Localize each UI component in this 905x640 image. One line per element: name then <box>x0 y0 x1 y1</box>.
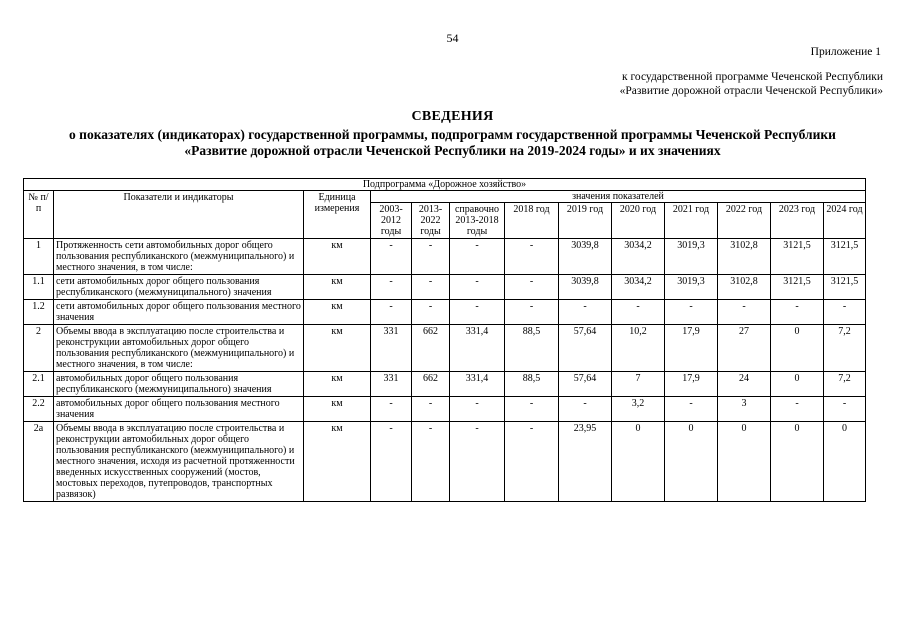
row-value: - <box>412 397 450 422</box>
row-value: 3121,5 <box>824 275 866 300</box>
row-value: 331,4 <box>450 372 505 397</box>
row-value: 3102,8 <box>718 239 771 275</box>
row-value: 3034,2 <box>612 275 665 300</box>
table-row <box>24 325 866 372</box>
row-value: - <box>371 397 412 422</box>
row-value: 17,9 <box>665 372 718 397</box>
row-value: 3 <box>718 397 771 422</box>
row-value: - <box>412 239 450 275</box>
row-value: 3121,5 <box>824 239 866 275</box>
row-number: 2.2 <box>24 397 54 422</box>
appendix-note <box>620 70 883 98</box>
row-value: 3039,8 <box>559 275 612 300</box>
appendix-note-line1: к государственной программе Чеченской Республики <box>622 71 883 83</box>
row-value: 7,2 <box>824 325 866 372</box>
row-value: 662 <box>412 325 450 372</box>
subprogram-row <box>24 179 866 191</box>
year-col-header: 2020 год <box>612 203 665 239</box>
col-unit-header: Единица измерения <box>304 191 371 239</box>
document-subtitle: о показателях (индикаторах) государственной программы, подпрограмм государственной программы Чеченской Республики «Развитие дорожной отрасли Чеченской Республики на 2019-2024 годы» и их значениях <box>69 127 836 158</box>
row-value: 88,5 <box>505 325 559 372</box>
row-number: 2.1 <box>24 372 54 397</box>
row-value: - <box>371 422 412 502</box>
row-value: - <box>450 397 505 422</box>
row-unit: км <box>304 239 371 275</box>
row-unit: км <box>304 325 371 372</box>
values-group-header: значения показателей <box>371 191 866 203</box>
row-value: - <box>371 239 412 275</box>
year-col-header: 2018 год <box>505 203 559 239</box>
row-unit: км <box>304 422 371 502</box>
row-value: 3019,3 <box>665 239 718 275</box>
appendix-label: Приложение 1 <box>810 46 881 58</box>
subprogram-title: Подпрограмма «Дорожное хозяйство» <box>24 179 866 191</box>
appendix-note-line2: «Развитие дорожной отрасли Чеченской Республики» <box>619 85 883 97</box>
row-value: - <box>771 397 824 422</box>
row-value: - <box>450 239 505 275</box>
row-value: - <box>718 300 771 325</box>
row-value: - <box>450 422 505 502</box>
document-title: СВЕДЕНИЯ <box>411 109 494 124</box>
row-value: 0 <box>771 325 824 372</box>
year-col-header: 2024 год <box>824 203 866 239</box>
row-value: 331 <box>371 325 412 372</box>
table-row <box>24 275 866 300</box>
row-unit: км <box>304 397 371 422</box>
row-value: 0 <box>612 422 665 502</box>
row-value: 3121,5 <box>771 239 824 275</box>
row-value: - <box>505 300 559 325</box>
row-value: - <box>412 422 450 502</box>
row-value: - <box>665 300 718 325</box>
row-value: 3019,3 <box>665 275 718 300</box>
row-indicator-name: сети автомобильных дорог общего пользования местного значения <box>54 300 304 325</box>
table-row <box>24 239 866 275</box>
row-indicator-name: Протяженность сети автомобильных дорог общего пользования республиканского (межмуниципального) и местного значения, в том числе: <box>54 239 304 275</box>
table-body <box>24 239 866 502</box>
row-value: 331,4 <box>450 325 505 372</box>
year-col-header: 2021 год <box>665 203 718 239</box>
row-number: 1.1 <box>24 275 54 300</box>
row-indicator-name: Объемы ввода в эксплуатацию после строительства и реконструкции автомобильных дорог общего пользования республиканского (межмуниципального) и местного значения, в том числе: <box>54 325 304 372</box>
row-value: 0 <box>665 422 718 502</box>
year-col-header: 2023 год <box>771 203 824 239</box>
indicators-table <box>23 178 866 502</box>
page-number: 54 <box>446 31 459 45</box>
table-row <box>24 422 866 502</box>
row-value: 0 <box>771 372 824 397</box>
row-value: - <box>824 397 866 422</box>
row-value: 0 <box>718 422 771 502</box>
row-unit: км <box>304 275 371 300</box>
row-value: - <box>505 397 559 422</box>
row-number: 2а <box>24 422 54 502</box>
row-number: 2 <box>24 325 54 372</box>
row-value: - <box>612 300 665 325</box>
row-value: - <box>450 275 505 300</box>
row-indicator-name: автомобильных дорог общего пользования местного значения <box>54 397 304 422</box>
row-number: 1.2 <box>24 300 54 325</box>
row-indicator-name: сети автомобильных дорог общего пользования республиканского (межмуниципального) значения <box>54 275 304 300</box>
row-value: 0 <box>824 422 866 502</box>
year-col-header: 2019 год <box>559 203 612 239</box>
row-number: 1 <box>24 239 54 275</box>
row-value: 17,9 <box>665 325 718 372</box>
row-unit: км <box>304 300 371 325</box>
row-value: 3102,8 <box>718 275 771 300</box>
row-value: 57,64 <box>559 325 612 372</box>
row-value: 0 <box>771 422 824 502</box>
row-value: - <box>505 422 559 502</box>
row-value: - <box>505 239 559 275</box>
header-row-1 <box>24 191 866 203</box>
row-value: 3,2 <box>612 397 665 422</box>
table-row <box>24 397 866 422</box>
row-value: 24 <box>718 372 771 397</box>
table-row <box>24 300 866 325</box>
row-value: 7,2 <box>824 372 866 397</box>
table-row <box>24 372 866 397</box>
row-value: - <box>371 300 412 325</box>
row-value: - <box>412 300 450 325</box>
row-value: 10,2 <box>612 325 665 372</box>
col-indicator-header: Показатели и индикаторы <box>54 191 304 239</box>
row-indicator-name: Объемы ввода в эксплуатацию после строительства и реконструкции автомобильных дорог общего пользования республиканского (межмуниципального) и местного значения, исходя из расчетной протяженности введенных искусственных сооружений (мостов, мостовых переходов, путепроводов, транспортных развязок) <box>54 422 304 502</box>
row-value: - <box>824 300 866 325</box>
row-value: - <box>665 397 718 422</box>
row-indicator-name: автомобильных дорог общего пользования республиканского (межмуниципального) значения <box>54 372 304 397</box>
year-col-header: 2013-2022 годы <box>412 203 450 239</box>
row-value: - <box>450 300 505 325</box>
row-value: 27 <box>718 325 771 372</box>
row-value: - <box>505 275 559 300</box>
row-value: - <box>559 300 612 325</box>
row-value: - <box>771 300 824 325</box>
row-value: - <box>559 397 612 422</box>
row-value: 3121,5 <box>771 275 824 300</box>
row-value: 3034,2 <box>612 239 665 275</box>
row-value: 331 <box>371 372 412 397</box>
year-col-header: 2003-2012 годы <box>371 203 412 239</box>
row-unit: км <box>304 372 371 397</box>
year-col-header: 2022 год <box>718 203 771 239</box>
row-value: 88,5 <box>505 372 559 397</box>
row-value: 3039,8 <box>559 239 612 275</box>
col-num-header: № п/п <box>24 191 54 239</box>
row-value: - <box>371 275 412 300</box>
row-value: - <box>412 275 450 300</box>
year-col-header: справочно 2013-2018 годы <box>450 203 505 239</box>
row-value: 662 <box>412 372 450 397</box>
row-value: 57,64 <box>559 372 612 397</box>
row-value: 23,95 <box>559 422 612 502</box>
row-value: 7 <box>612 372 665 397</box>
